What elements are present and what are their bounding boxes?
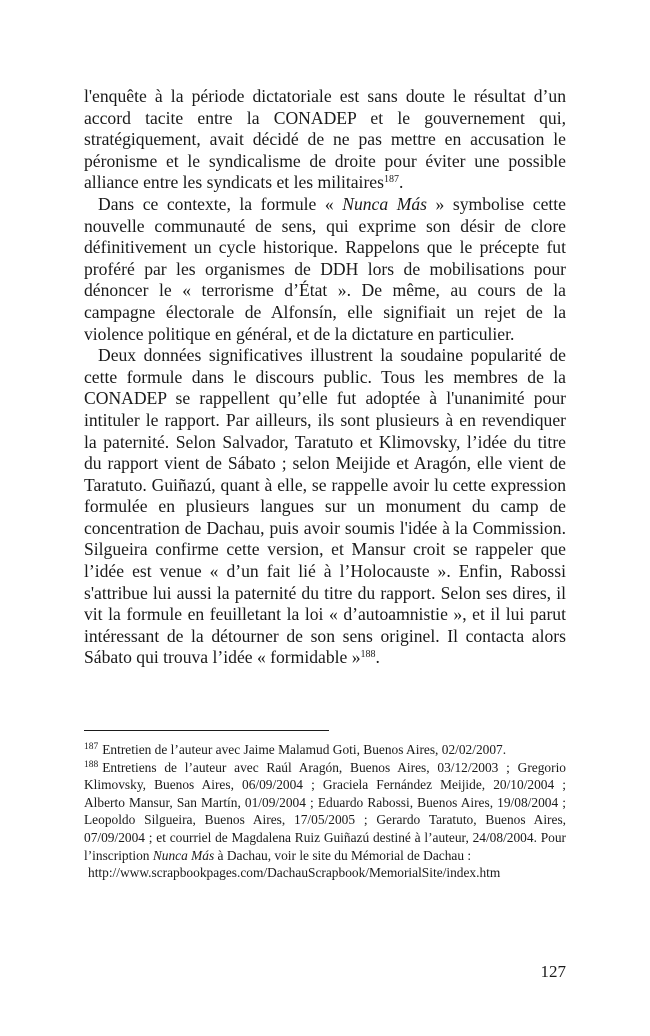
footnote-ref-188[interactable]: 188 xyxy=(360,649,376,661)
paragraph-2 xyxy=(84,194,566,345)
paragraph-2-start: Dans ce contexte, la formule « xyxy=(98,193,343,214)
paragraph-1-end: . xyxy=(398,172,404,193)
paragraph-3-end: . xyxy=(375,647,380,668)
footnote-ref-187[interactable]: 187 xyxy=(383,174,399,186)
paragraph-1-text: l'enquête à la période dictatoriale est sans doute le résultat d’un accord tacite entre la CONADEP et le gouvernement qui, stratégiquement, avait décidé de ne pas mettre en accusation le péronisme et le syndicalisme de droite pour éviter une possible alliance entre les syndicats et les militaires xyxy=(84,86,566,193)
footnotes xyxy=(84,741,566,882)
footnote-187 xyxy=(84,741,566,759)
paragraph-3 xyxy=(84,345,566,669)
page-body xyxy=(84,86,566,669)
paragraph-2-italic-title: Nunca Más xyxy=(342,193,427,214)
footnote-188-italic-title: Nunca Más xyxy=(152,847,215,863)
footnote-188-rest: à Dachau, voir le site du Mémorial de Dachau : xyxy=(214,847,472,863)
footnote-188 xyxy=(84,759,566,865)
paragraph-3-text: Deux données significatives illustrent la soudaine popularité de cette formule dans le discours public. Tous les membres de la CONADEP se rappellent qu’elle fut adoptée à l'unanimité pour intituler le rapport. Par ailleurs, ils sont plusieurs à en revendiquer la paternité. Selon Salvador, Taratuto et Klimovsky, l’idée du titre du rapport vient de Sábato ; selon Meijide et Aragón, elle vient de Taratuto. Guiñazú, quant à elle, se rappelle avoir lu cette expression formulée en plusieurs langues sur un monument du camp de concentration de Dachau, puis avoir soumis l'idée à la Commission. Silgueira confirme cette version, et Mansur croit se rappeler que l’idée est venue « d’un fait lié à l’Holocauste ». Enfin, Rabossi s'attribue lui aussi la paternité du titre du rapport. Selon ses dires, il vit la formule en feuilletant la loi « d’autoamnistie », et il lui parut intéressant de la détourner de son sens originel. Il contacta alors Sábato qui trouva l’idée « formidable » xyxy=(84,345,566,668)
paragraph-1 xyxy=(84,86,566,194)
footnote-divider xyxy=(84,730,329,731)
footnote-188-url[interactable]: http://www.scrapbookpages.com/DachauScrapbook/MemorialSite/index.htm xyxy=(88,865,501,881)
footnote-number-188: 188 xyxy=(84,759,99,770)
footnote-187-text: Entretien de l’auteur avec Jaime Malamud Goti, Buenos Aires, 02/02/2007. xyxy=(102,742,507,757)
footnote-188-text: Entretiens de l’auteur avec Raúl Aragón, Buenos Aires, 03/12/2003 ; Gregorio Klimovsky, Buenos Aires, 06/09/2004 ; Graciela Fernández Meijide, 20/10/2004 ; Alberto Mansur, San Martín, 01/09/2004 ; Eduardo Rabossi, Buenos Aires, 19/08/2004 ; Leopoldo Silgueira, Buenos Aires, 17/05/2005 ; Gerardo Taratuto, Buenos Aires, 07/09/2004 ; et courriel de Magdalena Ruiz Guiñazú destiné à l’auteur, 24/08/2004. Pour l’inscription xyxy=(84,759,566,863)
page-number: 127 xyxy=(540,962,566,981)
footnote-number-187: 187 xyxy=(84,742,99,752)
paragraph-2-rest: » symbolise cette nouvelle communauté de sens, qui exprime son désir de clore définitivement un cycle historique. Rappelons que le précepte fut proféré par les organismes de DDH lors de mobilisations pour dénoncer le « terrorisme d’État ». De même, au cours de la campagne électorale de Alfonsín, elle signifiait un rejet de la violence politique en général, et de la dictature en particulier. xyxy=(84,193,566,344)
